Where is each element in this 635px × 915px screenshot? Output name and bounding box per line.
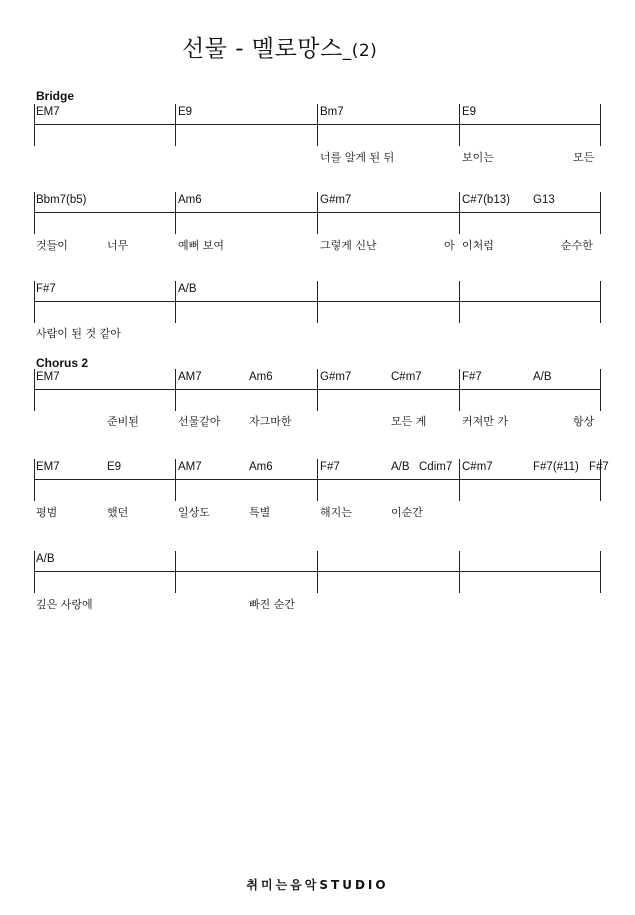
barline xyxy=(34,551,35,593)
barline xyxy=(34,192,35,234)
barline xyxy=(600,551,601,593)
chord: G13 xyxy=(533,194,555,206)
chord: A/B xyxy=(178,283,197,295)
chord: EM7 xyxy=(36,371,60,383)
chord: A/B xyxy=(391,461,410,473)
chord-system-4 xyxy=(34,369,601,413)
barline xyxy=(317,459,318,501)
chord: Am6 xyxy=(249,461,273,473)
barline xyxy=(600,192,601,234)
lyric: 커져만 가 xyxy=(462,415,509,428)
lyric: 예뻐 보여 xyxy=(178,239,225,252)
lyric: 보이는 xyxy=(462,151,494,164)
barline xyxy=(459,369,460,411)
lyric: 항상 xyxy=(573,415,595,428)
lyric: 자그마한 xyxy=(249,415,292,428)
lyric: 아 xyxy=(444,239,455,252)
chord: Bbm7(b5) xyxy=(36,194,87,206)
lyric: 그렇게 신난 xyxy=(320,239,377,252)
barline xyxy=(600,104,601,146)
lyric: 것들이 xyxy=(36,239,68,252)
barline xyxy=(459,192,460,234)
chord: F#7 xyxy=(462,371,482,383)
chord: A/B xyxy=(36,553,55,565)
chord: AM7 xyxy=(178,461,202,473)
lyric: 너를 알게 된 뒤 xyxy=(320,151,395,164)
footer-studio-name: 취미는음악STUDIO xyxy=(246,878,389,892)
song-title xyxy=(182,30,377,63)
chord: C#m7 xyxy=(462,461,493,473)
barline xyxy=(175,281,176,323)
lyric: 일상도 xyxy=(178,506,210,519)
lyric: 해지는 xyxy=(320,506,352,519)
chord: AM7 xyxy=(178,371,202,383)
barline xyxy=(317,192,318,234)
chord-system-5 xyxy=(34,459,609,503)
song-title-main: 선물 - 멜로망스 xyxy=(182,36,343,62)
chord: Am6 xyxy=(249,371,273,383)
barline xyxy=(459,459,460,501)
chord-system-6 xyxy=(34,551,601,595)
barline xyxy=(317,369,318,411)
lyric: 깊은 사랑에 xyxy=(36,598,93,611)
barline xyxy=(175,192,176,234)
barline xyxy=(459,551,460,593)
lyric: 이순간 xyxy=(391,506,423,519)
section-label-chorus-2: Chorus 2 xyxy=(36,356,89,370)
barline xyxy=(317,104,318,146)
chord: E9 xyxy=(178,106,193,118)
lyric: 너무 xyxy=(107,239,129,252)
barline xyxy=(34,369,35,411)
section-label-bridge: Bridge xyxy=(36,89,75,103)
chord: C#m7 xyxy=(391,371,422,383)
chord-system-1 xyxy=(34,104,601,148)
chord: Cdim7 xyxy=(419,461,453,473)
chord: F#7 xyxy=(320,461,340,473)
chord: E9 xyxy=(462,106,477,118)
barline xyxy=(175,459,176,501)
lyric: 선물같아 xyxy=(178,415,221,428)
barline xyxy=(600,281,601,323)
barline xyxy=(175,551,176,593)
lyric: 평범 xyxy=(36,506,58,519)
lyric: 특별 xyxy=(249,506,271,519)
song-title-sub: _(2) xyxy=(342,41,378,61)
chord: A/B xyxy=(533,371,552,383)
chord: Am6 xyxy=(178,194,202,206)
chord: G#m7 xyxy=(320,371,352,383)
chord: F#7(#11) xyxy=(533,461,579,473)
barline xyxy=(459,104,460,146)
chord: EM7 xyxy=(36,106,60,118)
lyric: 모든 게 xyxy=(391,415,427,428)
barline xyxy=(175,369,176,411)
lyric: 모든 xyxy=(573,151,595,164)
barline xyxy=(175,104,176,146)
lyric: 빠진 순간 xyxy=(249,598,296,611)
chord: F#7 xyxy=(589,461,609,473)
barline xyxy=(317,551,318,593)
chord-system-3 xyxy=(34,281,601,325)
chord: E9 xyxy=(107,461,122,473)
barline xyxy=(34,459,35,501)
barline xyxy=(600,369,601,411)
chord-system-2 xyxy=(34,192,601,236)
lyric: 이처럼 xyxy=(462,239,494,252)
chord: EM7 xyxy=(36,461,60,473)
chord: Bm7 xyxy=(320,106,344,118)
lyric: 했던 xyxy=(107,506,129,519)
chord: C#7(b13) xyxy=(462,194,510,206)
barline xyxy=(459,281,460,323)
barline xyxy=(34,104,35,146)
chord: G#m7 xyxy=(320,194,352,206)
barline xyxy=(317,281,318,323)
lyric: 준비된 xyxy=(107,415,139,428)
chord: F#7 xyxy=(36,283,56,295)
lyric: 순수한 xyxy=(561,239,593,252)
barline xyxy=(34,281,35,323)
lyric: 사람이 된 것 같아 xyxy=(36,327,121,340)
